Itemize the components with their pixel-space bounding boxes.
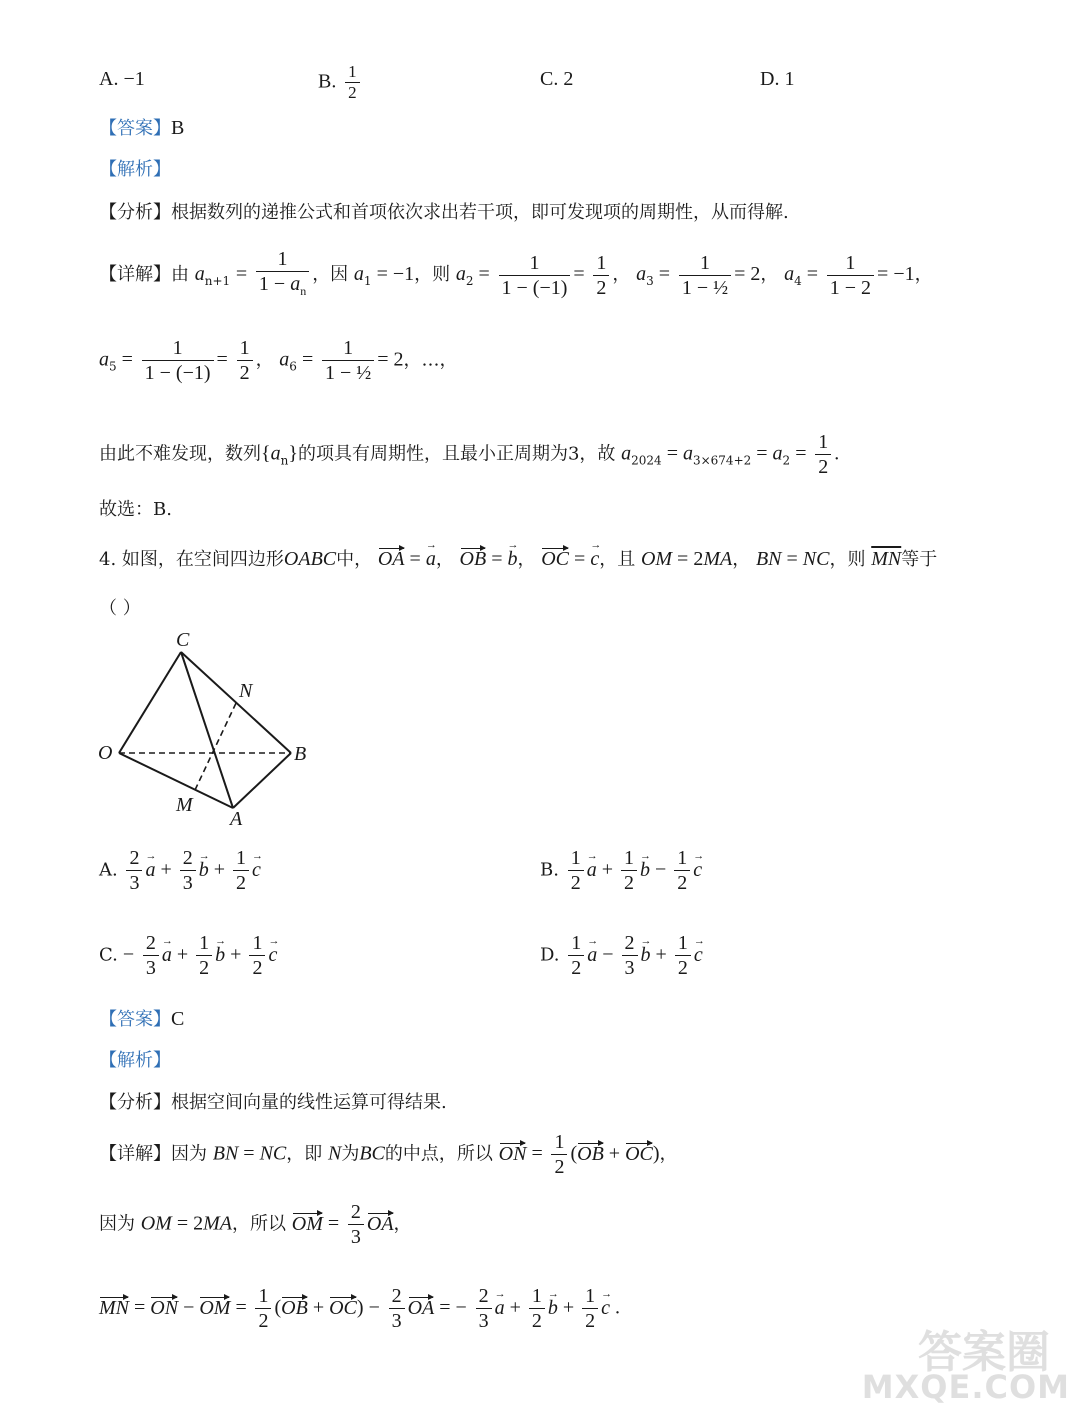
q4-option-c: C. − $\frac{2}{3}$ a → + $\frac{1}{2}$ b → + $\frac{1}{2}$ c → (99, 931, 277, 980)
label-m: M (176, 794, 193, 816)
q3-detail-line2: $a_5$ = $\frac{1}{1 - (-1)}$ = $\frac{1}{2}$ ， $a_6$ = $\frac{1}{\text{1 − ½}}$ = 2，…， (99, 337, 458, 384)
q4-answer: 【答案】C (99, 1008, 185, 1030)
edge-ab (233, 753, 291, 808)
tetrahedron-diagram (92, 625, 322, 830)
q3-answer: 【答案】B (99, 117, 185, 139)
q3-option-c: C. 2 (540, 68, 574, 90)
q3-option-a: A. −1 (99, 68, 145, 90)
watermark-logo: 答案圈 MXQE.COM (861, 1327, 1070, 1406)
q3-option-d: D. 1 (760, 68, 795, 90)
q4-option-d: D. $\frac{1}{2}$ a → − $\frac{2}{3}$ b → + $\frac{1}{2}$ c → (540, 931, 703, 980)
edge-oc (119, 652, 181, 753)
q3-fenxi: 【分析】根据数列的递推公式和首项依次求出若干项，即可发现项的周期性，从而得解. (99, 202, 789, 223)
q4-stem: 4. 如图，在空间四边形OABC中， OA = a →， OB = b →， OC = c →，且 OM = 2MA， BN = NC，则 $\overline{MN}$等于 (99, 546, 937, 573)
label-n: N (239, 680, 253, 702)
q4-option-b: B. $\frac{1}{2}$ a → + $\frac{1}{2}$ b → − $\frac{1}{2}$ c → (540, 846, 702, 895)
q4-fenxi: 【分析】根据空间向量的线性运算可得结果. (99, 1092, 447, 1113)
q3-option-b: B. $\frac{1}{2}$ (318, 62, 363, 103)
label-a: A (230, 808, 243, 830)
q3-guxuan: 故选：B. (99, 499, 172, 520)
label-o: O (98, 742, 113, 764)
q4-jiexi: 【解析】 (99, 1050, 171, 1071)
q3-detail-line1: 【详解】由 $a_{n+1}$ = $\frac{1}{1 - a_n}$ ，因 $a_1 = -1$，则 $a_2$ = $\frac{1}{1 - (-1)}$ = $\frac{1}{2}$ ， $a_3$ = $\frac{1}{\text{1 − ½}}$ = 2， $a_4$ = $\frac{1}{1 - 2}$ = −1， (99, 248, 933, 299)
label-c: C (176, 629, 190, 651)
q3-conclusion: 由此不难发现，数列$\{a_n\}$的项具有周期性，且最小正周期为3，故 $a_{2024} = a_{3\times 674+2} = a_2$ = $\frac{1}{2}$ . (99, 431, 840, 478)
q4-option-a: A. $\frac{2}{3}$ a → + $\frac{2}{3}$ b → + $\frac{1}{2}$ c → (99, 846, 261, 895)
q4-detail-line1: 【详解】因为 BN = NC，即 N为BC的中点，所以 ON = $\frac{1}{2}$ (OB + OC)， (99, 1131, 678, 1178)
q4-detail-line3: MN = ON − OM = $\frac{1}{2}$ (OB + OC) − $\frac{2}{3}$ OA = − $\frac{2}{3}$ a → + $\frac{1}{2}$ b → + $\frac{1}{2}$ c → . (99, 1284, 620, 1333)
label-b: B (294, 743, 307, 765)
q3-jiexi: 【解析】 (99, 159, 171, 180)
q4-detail-line2: 因为 OM = 2MA，所以 OM = $\frac{2}{3}$ OA， (99, 1201, 412, 1248)
q4-paren: （ ） (99, 598, 141, 619)
